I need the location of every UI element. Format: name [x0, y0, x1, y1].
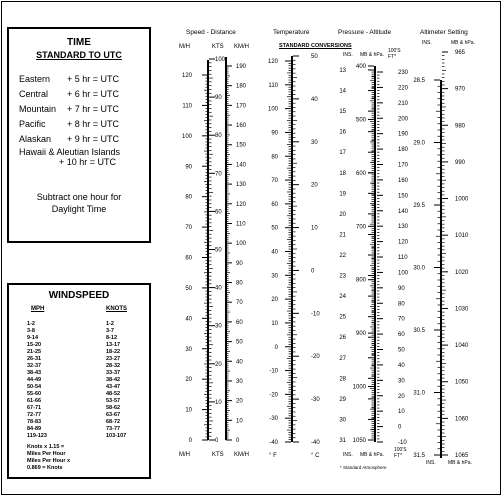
wind-knots-value: 3-7: [106, 328, 114, 334]
wind-knots-value: 38-42: [106, 377, 121, 383]
mph-label: 70: [185, 225, 192, 232]
wind-mph-value: 78-83: [27, 419, 42, 425]
kts-unit-bottom: KTS: [212, 452, 224, 458]
fahrenheit-label: 20: [271, 297, 278, 304]
celsius-label: -10: [311, 311, 320, 318]
mph-unit-top: M/H: [179, 44, 190, 50]
altitude-ft-label: 130: [398, 224, 409, 231]
altimeter-ins-label: 31.0: [413, 390, 425, 397]
fahrenheit-label: 0: [274, 344, 278, 351]
pressure-ins-label: 18: [339, 170, 346, 177]
altimeter-mb-label: 1040: [455, 343, 469, 350]
altimeter-ins-label: 28.5: [413, 78, 425, 84]
fahrenheit-label: -10: [269, 368, 278, 375]
kmh-label: 40: [236, 359, 243, 366]
kmh-label: 100: [236, 241, 247, 248]
wind-footnote: Miles Per Hour x: [27, 458, 71, 464]
pressure-ins-label: 25: [339, 314, 346, 321]
celsius-label: -40: [311, 440, 320, 446]
kts-label: 40: [215, 285, 222, 292]
wind-mph-value: 9-14: [27, 335, 39, 341]
altitude-ft-label: 120: [398, 239, 409, 246]
windspeed-title: WINDSPEED: [48, 290, 110, 301]
fahrenheit-label: 10: [271, 320, 278, 327]
hawaii-zone-offset: + 10 hr = UTC: [59, 157, 117, 167]
mph-label: 20: [185, 377, 192, 384]
kmh-label: 170: [236, 103, 247, 110]
wind-knots-value: 18-22: [106, 349, 121, 355]
altitude-ft-label: 230: [398, 70, 409, 76]
kmh-label: 110: [236, 221, 246, 228]
mph-unit-bottom: M/H: [179, 452, 190, 458]
kts-label: 0: [215, 438, 219, 444]
wind-knots-value: 8-12: [106, 335, 118, 341]
wind-knots-value: 33-37: [106, 370, 121, 376]
ins-unit-top: INS.: [343, 52, 353, 58]
kmh-label: 30: [236, 378, 243, 385]
temperature-header: Temperature: [273, 29, 310, 36]
wind-knots-value: 63-67: [106, 412, 121, 418]
mb-unit-alt-top: MB & hPa.: [451, 40, 475, 46]
altimeter-mb-label: 1000: [455, 196, 469, 203]
mph-label: 50: [185, 285, 192, 292]
mph-label: 100: [181, 133, 192, 140]
kmh-label: 50: [236, 339, 243, 346]
kmh-unit-bottom: KM/H: [234, 452, 249, 458]
celsius-label: -20: [311, 354, 320, 361]
kmh-label: 180: [236, 83, 247, 90]
wind-mph-value: 3-8: [27, 328, 35, 334]
pressure-ins-label: 14: [339, 88, 346, 95]
pressure-mb-label: 800: [355, 277, 366, 284]
pressure-ins-label: 13: [339, 68, 346, 74]
kts-label: 100: [215, 57, 226, 63]
kts-label: 70: [215, 171, 222, 178]
zone-offset: + 9 hr = UTC: [67, 134, 120, 144]
altimeter-mb-label: 1010: [455, 233, 469, 240]
wind-mph-value: 72-77: [27, 412, 42, 418]
hawaii-zone-name: Hawaii & Aleutian Islands: [19, 147, 121, 157]
fahrenheit-label: 80: [271, 154, 278, 161]
altitude-ft-label: 140: [398, 208, 409, 215]
altitude-ft-label: 160: [398, 177, 409, 184]
mph-label: 120: [181, 73, 192, 79]
celsius-label: 30: [311, 139, 318, 146]
altimeter-mb-label: 1030: [455, 306, 469, 313]
kmh-unit-top: KM/H: [234, 44, 249, 50]
mph-label: 10: [185, 407, 192, 414]
zone-name: Central: [19, 89, 49, 99]
kmh-label: 10: [236, 418, 243, 425]
pressure-mb-label: 500: [355, 117, 366, 124]
wind-mph-value: 21-25: [27, 349, 42, 355]
kts-label: 30: [215, 323, 222, 330]
altitude-ft-label: 50: [398, 347, 405, 354]
knots-column-header: KNOTS: [106, 306, 127, 312]
kmh-label: 20: [236, 398, 243, 405]
altimeter-setting-header: Altimeter Setting: [420, 29, 468, 36]
altitude-ft-label: 110: [398, 255, 408, 261]
altitude-ft-label: 70: [398, 316, 405, 323]
wind-footnote: Knots x 1.15 =: [27, 444, 65, 450]
kmh-label: 90: [236, 260, 243, 267]
altitude-ft-label: 80: [398, 301, 405, 308]
fahrenheit-label: 30: [271, 273, 278, 280]
fahrenheit-label: 70: [271, 178, 278, 185]
celsius-label: 0: [311, 268, 315, 275]
pressure-ins-label: 16: [339, 129, 346, 136]
kmh-label: 190: [236, 64, 247, 70]
pressure-ins-label: 30: [339, 417, 346, 424]
daylight-note: Subtract one hour for: [36, 192, 122, 202]
kts-label: 60: [215, 209, 222, 216]
kts-label: 10: [215, 399, 222, 406]
fahrenheit-label: -30: [269, 416, 278, 423]
kmh-label: 140: [236, 162, 247, 169]
wind-mph-value: 55-60: [27, 391, 42, 397]
fahrenheit-label: -20: [269, 392, 278, 399]
mph-label: 80: [185, 194, 192, 201]
kts-label: 90: [215, 95, 222, 102]
celsius-label: -30: [311, 397, 320, 404]
wind-knots-value: 48-52: [106, 391, 121, 397]
mph-label: 40: [185, 316, 192, 323]
altimeter-ins-label: 31.5: [413, 453, 425, 459]
altitude-ft-label: 20: [398, 393, 405, 400]
time-subtitle: STANDARD TO UTC: [36, 50, 122, 60]
zone-offset: + 8 hr = UTC: [67, 119, 120, 129]
zone-offset: + 6 hr = UTC: [67, 89, 120, 99]
kts-label: 50: [215, 247, 222, 254]
pressure-ins-label: 31: [339, 438, 346, 444]
daylight-note: Daylight Time: [51, 204, 107, 214]
wind-mph-value: 84-89: [27, 426, 42, 432]
altimeter-mb-label: 965: [455, 50, 466, 56]
altitude-ft-label: 60: [398, 332, 405, 339]
pressure-ins-label: 19: [339, 191, 346, 198]
altimeter-mb-label: 990: [455, 159, 466, 166]
altimeter-ins-label: 29.5: [413, 203, 425, 209]
altitude-ft-label: 220: [398, 85, 409, 92]
kmh-label: 160: [236, 123, 247, 130]
altimeter-ins-label: 30.5: [413, 328, 425, 334]
kmh-label: 70: [236, 300, 243, 307]
pressure-ins-label: 29: [339, 396, 346, 403]
pressure-mb-label: 1050: [352, 438, 366, 444]
time-title: TIME: [67, 37, 91, 48]
ins-unit-alt-top: INS.: [422, 40, 432, 46]
zone-name: Alaskan: [19, 134, 52, 144]
wind-mph-value: 15-20: [27, 342, 42, 348]
fahrenheit-unit: ° F: [269, 453, 277, 459]
fahrenheit-label: 60: [271, 201, 278, 208]
kmh-label: 60: [236, 319, 243, 326]
wind-knots-value: 103-107: [106, 433, 127, 439]
fahrenheit-label: 50: [271, 225, 278, 232]
speed-distance-header: Speed - Distance: [186, 29, 236, 36]
altitude-ft-label: 30: [398, 378, 405, 385]
altimeter-mb-label: 1020: [455, 269, 469, 276]
altitude-ft-label: 200: [398, 116, 409, 123]
wind-knots-value: 28-32: [106, 363, 121, 369]
fahrenheit-label: 90: [271, 130, 278, 137]
altitude-ft-label: 170: [398, 162, 409, 169]
ins-unit-alt-bottom: INS.: [426, 460, 436, 466]
pressure-ins-label: 23: [339, 273, 346, 280]
altitude-ft-label: 10: [398, 409, 405, 416]
ins-unit-bottom: INS.: [343, 452, 353, 458]
mb-unit-bottom: MB & hPa.: [360, 452, 384, 458]
wind-knots-value: 23-27: [106, 356, 121, 362]
zone-name: Mountain: [19, 104, 57, 114]
zone-name: Pacific: [19, 119, 46, 129]
wind-mph-value: 1-2: [27, 321, 35, 327]
celsius-label: 40: [311, 96, 318, 103]
pressure-ins-label: 17: [339, 150, 346, 157]
wind-mph-value: 50-54: [27, 384, 42, 390]
ft-unit-top: 100'S FT*: [388, 48, 401, 60]
standard-conversions-label: STANDARD CONVERSIONS: [279, 43, 352, 49]
fahrenheit-label: 40: [271, 249, 278, 256]
altitude-ft-label: 190: [398, 131, 409, 138]
pressure-ins-label: 22: [339, 253, 346, 259]
fahrenheit-label: -40: [269, 440, 278, 446]
pressure-mb-label: 900: [355, 331, 366, 338]
wind-knots-value: 13-17: [106, 342, 121, 348]
zone-name: Eastern: [19, 74, 51, 84]
mph-label: 0: [188, 438, 192, 444]
kmh-label: 80: [236, 280, 243, 287]
mph-label: 90: [185, 164, 192, 171]
pressure-ins-label: 20: [339, 211, 346, 218]
pressure-mb-label: 600: [355, 170, 366, 177]
celsius-label: 50: [311, 54, 318, 60]
altimeter-ins-label: 30.0: [413, 265, 425, 272]
pressure-ins-label: 27: [339, 355, 346, 362]
pressure-ins-label: 24: [339, 294, 346, 301]
fahrenheit-label: 120: [267, 59, 278, 65]
wind-footnote: 0.869 = Knots: [27, 465, 63, 471]
kmh-label: 120: [236, 201, 247, 208]
pressure-ins-label: 26: [339, 335, 346, 342]
altimeter-mb-label: 1060: [455, 416, 469, 423]
mph-label: 30: [185, 346, 192, 353]
celsius-unit: ° C: [311, 453, 320, 459]
wind-footnote: Miles Per Hour: [27, 451, 66, 457]
kts-label: 20: [215, 361, 222, 368]
wind-mph-value: 67-71: [27, 405, 42, 411]
zone-offset: + 5 hr = UTC: [67, 74, 120, 84]
wind-mph-value: 61-66: [27, 398, 42, 404]
wind-mph-value: 26-31: [27, 356, 42, 362]
pressure-mb-label: 700: [355, 224, 366, 231]
fahrenheit-label: 110: [268, 82, 278, 89]
wind-knots-value: 43-47: [106, 384, 121, 390]
kts-unit-top: KTS: [212, 44, 224, 50]
pressure-altitude-header: Pressure - Altitude: [338, 29, 392, 36]
ft-unit-bottom: 100'S FT*: [394, 447, 407, 459]
kmh-label: 150: [236, 142, 247, 149]
kmh-label: 130: [236, 182, 247, 189]
pressure-ins-label: 15: [339, 109, 346, 116]
mph-label: 60: [185, 255, 192, 262]
pressure-ins-label: 28: [339, 376, 346, 383]
mph-label: 110: [182, 103, 192, 110]
wind-mph-value: 38-43: [27, 370, 42, 376]
mb-unit-alt-bottom: MB & hPa.: [448, 460, 472, 466]
standard-atmosphere-note: * Standard Atmosphere: [340, 465, 387, 470]
wind-mph-value: 44-49: [27, 377, 42, 383]
altitude-ft-label: 210: [398, 100, 409, 107]
altitude-ft-label: 150: [398, 193, 409, 200]
altimeter-ins-label: 29.0: [413, 140, 425, 147]
celsius-label: 20: [311, 182, 318, 189]
altitude-ft-label: 180: [398, 147, 409, 154]
altimeter-mb-label: 970: [455, 86, 466, 93]
kmh-label: 0: [236, 438, 240, 444]
kts-label: 80: [215, 133, 222, 140]
wind-knots-value: 58-62: [106, 405, 121, 411]
altitude-ft-label: 0: [398, 424, 402, 431]
wind-knots-value: 1-2: [106, 321, 114, 327]
altitude-ft-label: 100: [398, 270, 409, 277]
altitude-ft-label: 90: [398, 285, 405, 292]
pressure-ins-label: 21: [339, 232, 346, 239]
altimeter-mb-label: 1065: [455, 453, 469, 459]
altimeter-mb-label: 980: [455, 123, 466, 130]
celsius-label: 10: [311, 225, 318, 232]
mb-unit-top: MB & hPa.: [360, 52, 384, 58]
wind-mph-value: 32-37: [27, 363, 42, 369]
wind-mph-value: 119-123: [27, 433, 47, 439]
wind-knots-value: 53-57: [106, 398, 121, 404]
altimeter-mb-label: 1050: [455, 379, 469, 386]
mph-column-header: MPH: [31, 306, 45, 312]
pressure-mb-label: 400: [355, 64, 366, 70]
altitude-ft-label: -10: [398, 440, 407, 446]
wind-knots-value: 68-72: [106, 419, 121, 425]
fahrenheit-label: 100: [267, 106, 278, 113]
altitude-ft-label: 40: [398, 362, 405, 369]
pressure-mb-label: 1000: [352, 384, 366, 391]
zone-offset: + 7 hr = UTC: [67, 104, 120, 114]
wind-knots-value: 73-77: [106, 426, 121, 432]
